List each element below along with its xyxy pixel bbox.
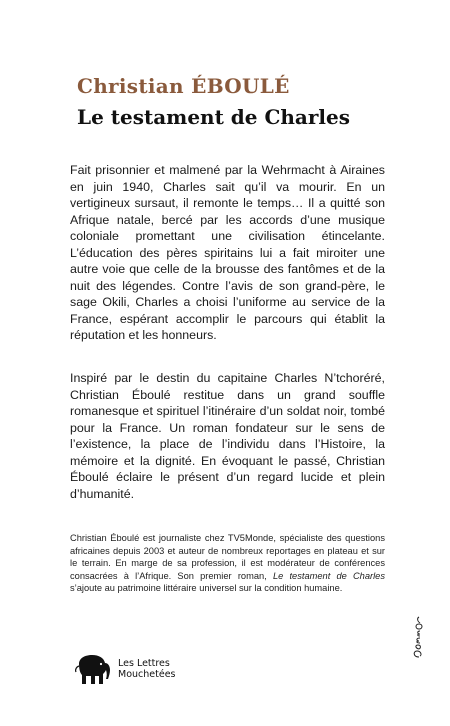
handwritten-signature-icon: [395, 615, 439, 659]
synopsis-paragraph-1: Fait prisonnier et malmené par la Wehrmacht à Airaines en juin 1940, Charles sait qu’il va mourir. En un vertigineux sursaut, il remonte le temps… Il a quitté son Afrique natale, bercé par les accords d’une musique coloniale promettant une civilisation étincelante. L’éducation des pères spiritains lui a fait miroiter une autre voie que celle de la brousse des fantômes et de la nuit des légendes. Contre l’avis de son grand-père, le sage Okili, Charles a choisi l’uniforme au service de la France, espérant accomplir le parcours qui établit la réputation et les honneurs.: [70, 163, 385, 342]
biography-text-start: Christian Éboulé est journaliste chez TV5Monde, spécialiste des questions africaines depuis 2003 et auteur de nombreux reportages en plateau et sur le terrain. En marge de sa profession, il est modérateur de conférences consacrées à l’Afrique. Son premier roman,: [70, 533, 385, 581]
author-biography: [70, 532, 385, 595]
biography-book-title: Le testament de Charles: [272, 570, 386, 581]
biography-text-end: s’ajoute au patrimoine littéraire universel sur la condition humaine.: [70, 583, 343, 594]
elephant-icon: [73, 652, 113, 686]
publisher-name: [118, 658, 175, 680]
publisher-name-line-2: Mouchetées: [118, 669, 176, 680]
author-name: Christian ÉBOULÉ: [77, 74, 290, 98]
publisher-logo: [73, 652, 175, 686]
book-title: Le testament de Charles: [77, 105, 351, 129]
publisher-name-line-1: Les Lettres: [118, 658, 170, 669]
synopsis-paragraph-2: Inspiré par le destin du capitaine Charles N’tchoréré, Christian Éboulé restitue dans un grand souffle romanesque et spirituel l’itinéraire d’un soldat noir, tombé pour la France. Un roman fondateur sur le sens de l’existence, la place de l’individu dans l’Histoire, la mémoire et la dignité. En évoquant le passé, Christian Éboulé éclaire le présent d’un regard lucide et plein d’humanité.: [70, 371, 385, 501]
